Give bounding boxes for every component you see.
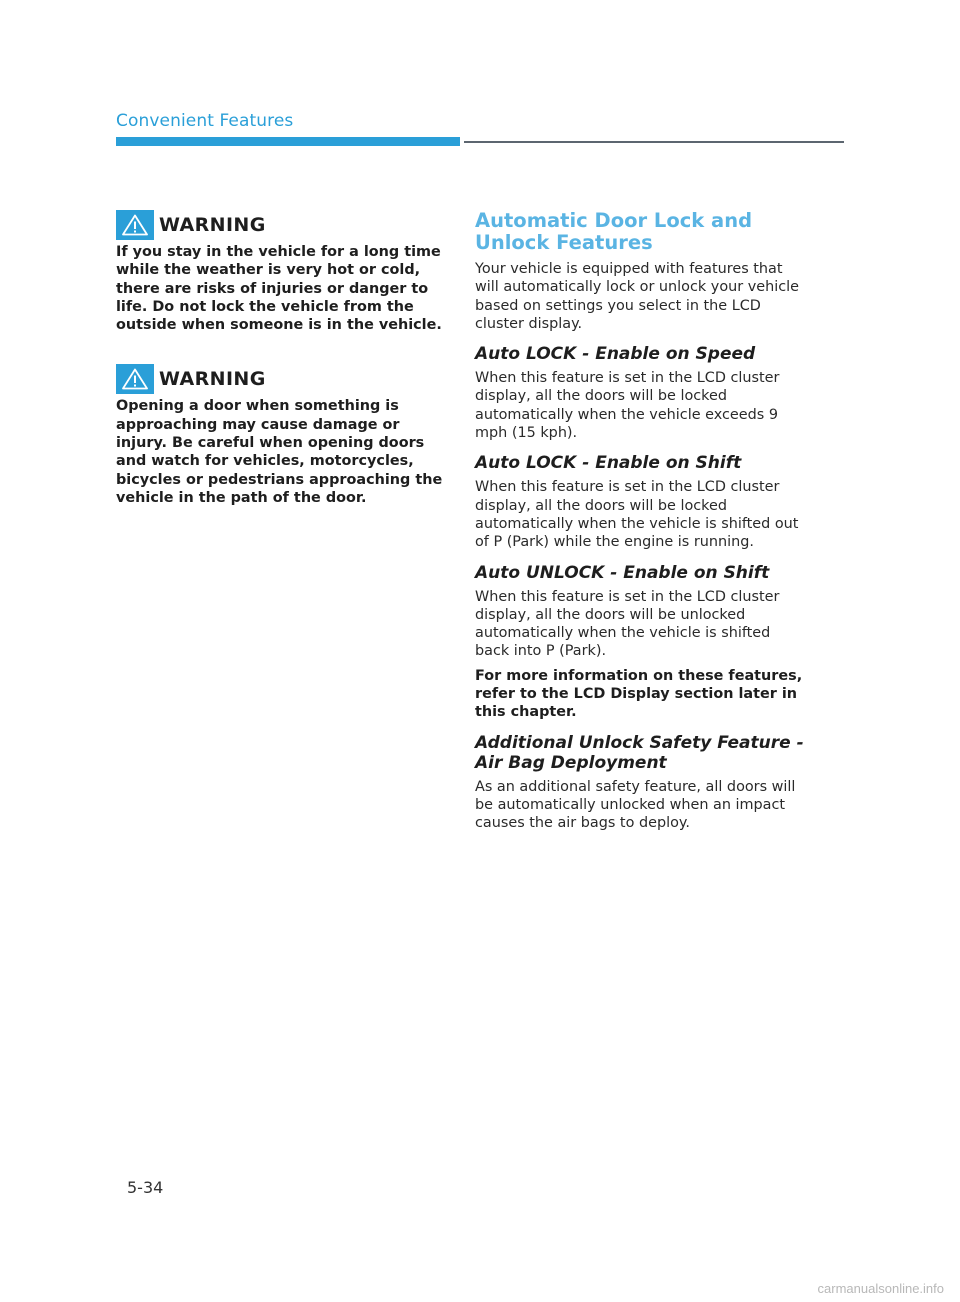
header-divider-line bbox=[464, 141, 844, 143]
header-accent-bar bbox=[116, 137, 460, 146]
subsection-title: Auto LOCK - Enable on Shift bbox=[475, 453, 742, 474]
warning-triangle-icon bbox=[116, 210, 154, 240]
warning-block bbox=[116, 364, 446, 507]
right-column bbox=[475, 210, 805, 833]
warning-block bbox=[116, 210, 446, 334]
subsection-text: As an additional safety feature, all doors will be automatically unlocked when an impact causes the air bags to deploy. bbox=[475, 778, 796, 832]
warning-header bbox=[116, 210, 446, 240]
warning-triangle-icon bbox=[116, 364, 154, 394]
section-title: Automatic Door Lock and Unlock Features bbox=[475, 209, 753, 254]
page-number: 5-34 bbox=[127, 1178, 164, 1197]
subsection-text: When this feature is set in the LCD cluster display, all the doors will be locked automatically when the vehicle exceeds 9 mph (15 kph). bbox=[475, 370, 780, 442]
site-watermark: carmanualsonline.info bbox=[817, 1281, 944, 1296]
warning-text: If you stay in the vehicle for a long time while the weather is very hot or cold, there are risks of injuries or danger to life. Do not lock the vehicle from the outside when someone is in the vehicle. bbox=[116, 244, 442, 334]
left-column bbox=[116, 210, 446, 537]
page-header-title: Convenient Features bbox=[116, 111, 294, 131]
subsection-text: When this feature is set in the LCD cluster display, all the doors will be unlocked automatically when the vehicle is shifted back into P (Park). bbox=[475, 588, 780, 660]
subsection-text: When this feature is set in the LCD cluster display, all the doors will be locked automatically when the vehicle is shifted out of P (Park) while the engine is running. bbox=[475, 479, 799, 551]
subsection-title: Auto UNLOCK - Enable on Shift bbox=[475, 562, 770, 583]
warning-title: WARNING bbox=[159, 368, 266, 391]
section-intro: Your vehicle is equipped with features that will automatically lock or unlock your vehicle based on settings you select in the LCD cluster display. bbox=[475, 261, 799, 332]
warning-header bbox=[116, 364, 446, 394]
subsection-note: For more information on these features, refer to the LCD Display section later in this chapter. bbox=[475, 667, 803, 721]
subsection-title: Additional Unlock Safety Feature - Air Bag Deployment bbox=[475, 732, 804, 773]
subsection-title: Auto LOCK - Enable on Speed bbox=[475, 344, 756, 365]
warning-text: Opening a door when something is approaching may cause damage or injury. Be careful when opening doors and watch for vehicles, motorcycles, bicycles or pedestrians approaching the vehicle in the path of the door. bbox=[116, 398, 443, 506]
warning-title: WARNING bbox=[159, 214, 266, 236]
